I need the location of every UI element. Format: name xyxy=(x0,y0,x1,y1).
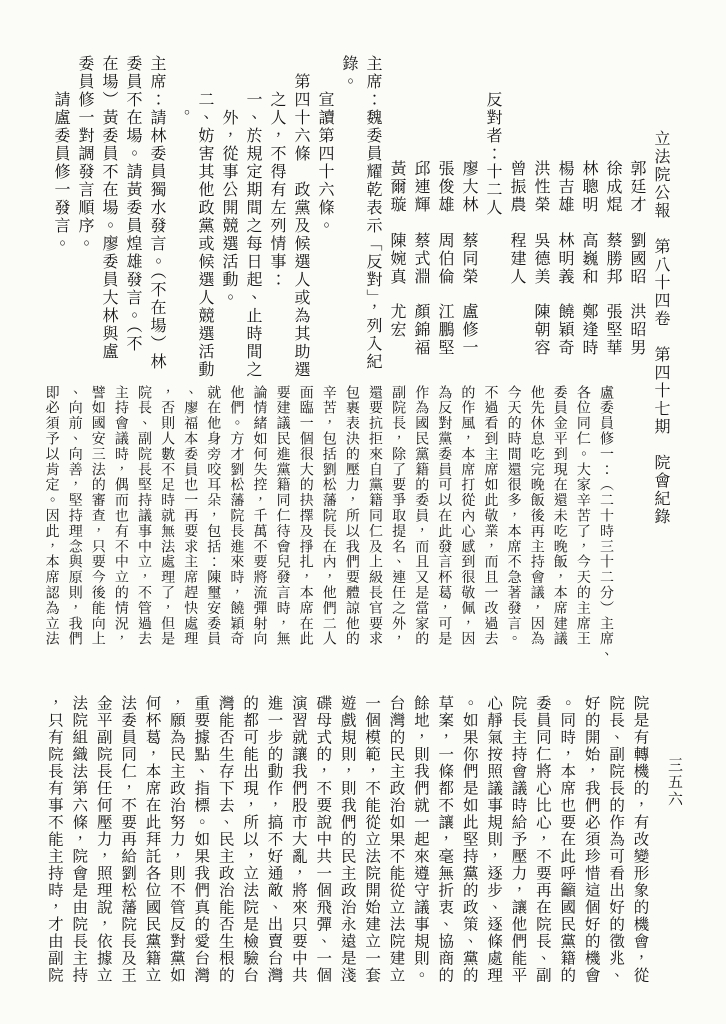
text-column: 進一步的動作，搞不好通敵、出賣台灣 xyxy=(265,695,283,984)
text-column: 主席：魏委員耀乾表示「反對」，列入紀 xyxy=(364,55,381,371)
text-column: 反對者：十二人 xyxy=(484,91,501,217)
legislator-name: 張俊雄 xyxy=(436,160,453,214)
text-column: 他們。方才劉松藩院長進來時，饒穎奇 xyxy=(228,385,244,647)
legislator-name: 尤宏 xyxy=(388,303,405,339)
text-column: 譬如國安三法的審查，只要今後能向上 xyxy=(89,385,105,647)
text-column: 要建議民進黨籍同仁待會兒發言時，無 xyxy=(274,385,290,647)
text-column: 的作風，本席打從內心感到很敬佩，因 xyxy=(459,385,475,647)
text-column: 、廖福本委員也一再要求主席趕快處理 xyxy=(182,385,198,647)
legislator-name: 徐成焜 xyxy=(604,160,621,214)
text-column: 餘地，則我們就一起來遵守議事規則。 xyxy=(411,695,429,984)
legislator-name: 顏錦福 xyxy=(412,303,429,357)
text-column: 委員不在場。請黃委員煌雄發言。（不 xyxy=(124,55,141,353)
text-column: 面臨一個很大的抉擇及掙扎，本席在此 xyxy=(297,385,313,647)
legislator-name: 鄭逢時 xyxy=(580,303,597,357)
legislator-name: 黃爾璇 xyxy=(388,160,405,214)
text-column: 。如果你們是如此堅持黨的政策、黨的 xyxy=(460,695,478,984)
text-column: 遊戲規則，則我們的民主政治永遠是淺 xyxy=(338,695,356,984)
text-column: 宣讀第四十六條。 xyxy=(316,91,333,235)
text-column: 作為國民黨籍的委員，而且又是當家的 xyxy=(413,385,429,647)
legislator-name: 林明義 xyxy=(556,232,573,286)
text-column: ，否則人數不足時就無法處理了，但是 xyxy=(159,385,175,647)
legislator-name: 洪性榮 xyxy=(532,160,549,214)
legislator-name: 盧修一 xyxy=(460,303,477,357)
text-column: 包裹表決的壓力，所以我們要體諒他的 xyxy=(343,385,359,647)
text-column: 主持會議時，偶而也有不中立的情況， xyxy=(112,385,128,647)
text-column: 院是有轉機的，有改變形象的機會，從 xyxy=(631,695,649,984)
text-column: 今天的時間還很多，本席不急著發言。 xyxy=(505,385,521,647)
text-column: 演習就讓我們股市大亂，將來只要中共 xyxy=(289,695,307,984)
text-column: 還要抗拒來自黨籍同仁及上級長官要求 xyxy=(367,385,382,647)
text-column: 委員同仁將心比心，不要再在院長、副 xyxy=(533,695,551,984)
legislator-name: 張堅華 xyxy=(604,303,621,357)
legislator-name: 周伯倫 xyxy=(436,232,453,286)
text-column: 一、於規定期間之每日起、止時間之 xyxy=(244,91,261,379)
legislator-name: 洪昭男 xyxy=(628,303,645,357)
text-column: 主席：請林委員獨水發言。（不在場）林 xyxy=(148,55,165,371)
legislator-name: 程建人 xyxy=(508,232,525,286)
text-column: 委員修一對調發言順序。 xyxy=(76,55,93,253)
page-number: 三五六 xyxy=(666,757,682,808)
legislator-name: 曾振農 xyxy=(508,160,525,214)
text-column: 委員金平到現在還未吃晚飯，本席建議 xyxy=(551,385,567,647)
text-column: ，只有院長有事不能主持時，才由副院 xyxy=(45,695,63,984)
text-column: 副院長，除了要爭取提名、連任之外， xyxy=(390,385,406,647)
legislator-name: 高巍和 xyxy=(580,232,597,286)
text-column: 院長、副院長的作為可看出好的徵兆、 xyxy=(607,695,625,984)
gazette-header: 立法院公報 第八十四卷 第四十七期 院會紀錄 xyxy=(652,130,669,526)
text-column: 二、妨害其他政黨或候選人競選活動 xyxy=(196,91,213,379)
text-column: 重要據點、指標。如果我們真的愛台灣 xyxy=(192,695,210,984)
legislator-name: 林聰明 xyxy=(580,160,597,214)
text-column: 法委員同仁，不要再給劉松藩院長及王 xyxy=(119,695,137,984)
legislator-name: 邱連輝 xyxy=(412,160,429,214)
text-column: 碟母式的，不要說中共一個飛彈、一個 xyxy=(314,695,332,984)
text-column: ，願為民主政治努力，則不管反對黨如 xyxy=(167,695,185,984)
text-column: 何杯葛，本席在此拜託各位國民黨籍立 xyxy=(143,695,161,984)
text-column: 錄。 xyxy=(340,55,357,91)
legislator-name: 劉國昭 xyxy=(628,232,645,286)
text-column: 。 xyxy=(172,109,189,127)
text-column: 不過看到主席如此敬業，而且一改過去 xyxy=(482,385,498,647)
text-column: 請盧委員修一發言。 xyxy=(52,91,69,253)
legislator-name: 蔡式淵 xyxy=(412,232,429,286)
text-column: 灣能否生存下去、民主政治能否生根的 xyxy=(216,695,234,984)
text-column: 盧委員修一：（二十時三十二分）主席、 xyxy=(598,385,613,663)
text-column: 一個模範，不能從立法院開始建立一套 xyxy=(363,695,381,984)
legislator-name: 陳婉真 xyxy=(388,232,405,286)
text-column: 之人，不得有左列情事： xyxy=(268,91,285,289)
text-column: 的都可能出現，所以，立法院是檢驗台 xyxy=(241,695,259,984)
legislator-name: 郭廷才 xyxy=(628,160,645,214)
legislator-name: 蔡勝邦 xyxy=(604,232,621,286)
text-column: 院長主持會議時給予壓力，讓他們能平 xyxy=(509,695,527,984)
text-column: 。同時，本席也要在此呼籲國民黨籍的 xyxy=(558,695,576,984)
text-column: 、向前、向善，堅持理念與原則，我們 xyxy=(66,385,82,647)
text-column: 各位同仁。大家辛苦了，今天的主席王 xyxy=(574,385,590,647)
legislator-name: 陳朝容 xyxy=(532,303,549,357)
text-column: 第四十六條 政黨及候選人或為其助選 xyxy=(292,73,309,379)
text-column: 在場）黃委員不在場。廖委員大林與盧 xyxy=(100,55,117,361)
text-column: 辛苦，包括劉松藩院長在內，他們二人 xyxy=(320,385,336,647)
legislator-name: 廖大林 xyxy=(460,160,477,214)
text-column: 金平副院長任何壓力，照理說，依據立 xyxy=(94,695,112,984)
legislator-name: 江鵬堅 xyxy=(436,303,453,357)
legislator-name: 饒穎奇 xyxy=(556,303,573,357)
text-column: 即必須予以肯定。因此，本席認為立法 xyxy=(43,385,59,647)
text-column: 台灣的民主政治如果不能從立法院建立 xyxy=(387,695,405,984)
legislator-name: 吳德美 xyxy=(532,232,549,286)
text-column: 心靜氣按照議事規則，逐步、逐條處理 xyxy=(485,695,503,984)
text-column: 就在他身旁咬耳朵，包括：陳璽安委員 xyxy=(205,385,221,647)
text-column: 法院組織法第六條，院會是由院長主持 xyxy=(70,695,88,984)
text-column: 他先休息吃完晚飯後再主持會議，因為 xyxy=(528,385,544,647)
text-column: 草案，一條都不讓，毫無折衷、協商的 xyxy=(436,695,454,984)
text-column: 外，從事公開競選活動。 xyxy=(220,109,237,307)
text-column: 論情緒如何失控，千萬不要將流彈射向 xyxy=(251,385,267,647)
text-column: 好的開始，我們必須珍惜這個好的機會 xyxy=(582,695,600,984)
legislator-name: 蔡同榮 xyxy=(460,232,477,286)
text-column: 院長、副院長堅持議事中立，不管過去 xyxy=(136,385,151,647)
legislator-name: 楊吉雄 xyxy=(556,160,573,214)
text-column: 為反對黨委員可以在此發言杯葛，可是 xyxy=(436,385,452,647)
